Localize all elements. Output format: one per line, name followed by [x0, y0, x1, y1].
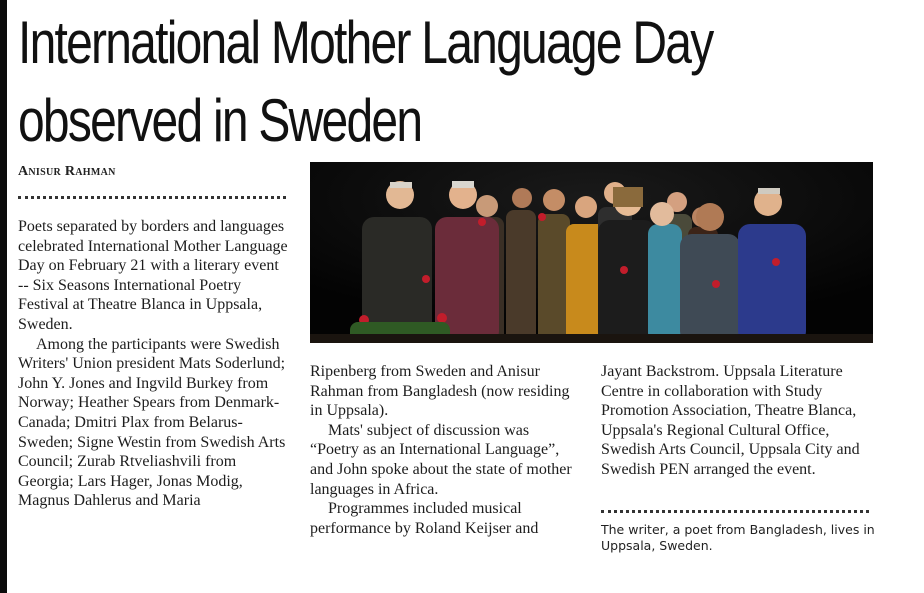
page-edge-bar	[0, 0, 7, 593]
byline-divider	[18, 196, 286, 199]
column-2	[310, 362, 580, 538]
caption-divider	[601, 510, 869, 513]
headline-line-2: observed in Sweden	[18, 87, 422, 154]
col1-paragraph-1: Poets separated by borders and languages celebrated International Mother Language Day on February 21 with a literary event -- Six Seasons International Poetry Festival at Theatre Blanca in Uppsala, Sweden.	[18, 218, 288, 333]
author-caption: The writer, a poet from Bangladesh, lives in Uppsala, Sweden.	[601, 522, 875, 553]
group-photo-icon	[310, 162, 873, 343]
column-3	[601, 362, 871, 480]
col2-paragraph-2: Mats' subject of discussion was “Poetry as an International Language”, and John spoke about the state of mother languages in Africa.	[310, 421, 572, 498]
col3-paragraph-1: Jayant Backstrom. Uppsala Literature Centre in collaboration with Study Promotion Association, Theatre Blanca, Uppsala's Regional Cultural Office, Swedish Arts Council, Uppsala City and Swedish PEN arranged the event.	[601, 363, 860, 478]
col2-paragraph-3: Programmes included musical performance by Roland Keijser and	[310, 500, 539, 537]
byline: Anisur Rahman	[18, 164, 116, 179]
col2-paragraph-1: Ripenberg from Sweden and Anisur Rahman from Bangladesh (now residing in Uppsala).	[310, 363, 570, 420]
article-headline	[18, 4, 722, 160]
column-1	[18, 217, 288, 511]
col1-paragraph-2: Among the participants were Swedish Writers' Union president Mats Soderlund; John Y. Jones and Ingvild Burkey from Norway; Heather Spears from Denmark-Canada; Dmitri Plax from Belarus-Sweden; Signe Westin from Swedish Arts Council; Zurab Rtveliashvili from Georgia; Lars Hager, Jonas Modig, Magnus Dahlerus and Maria	[18, 335, 286, 510]
headline-line-1: International Mother Language Day	[18, 9, 713, 76]
event-photo	[310, 162, 873, 343]
